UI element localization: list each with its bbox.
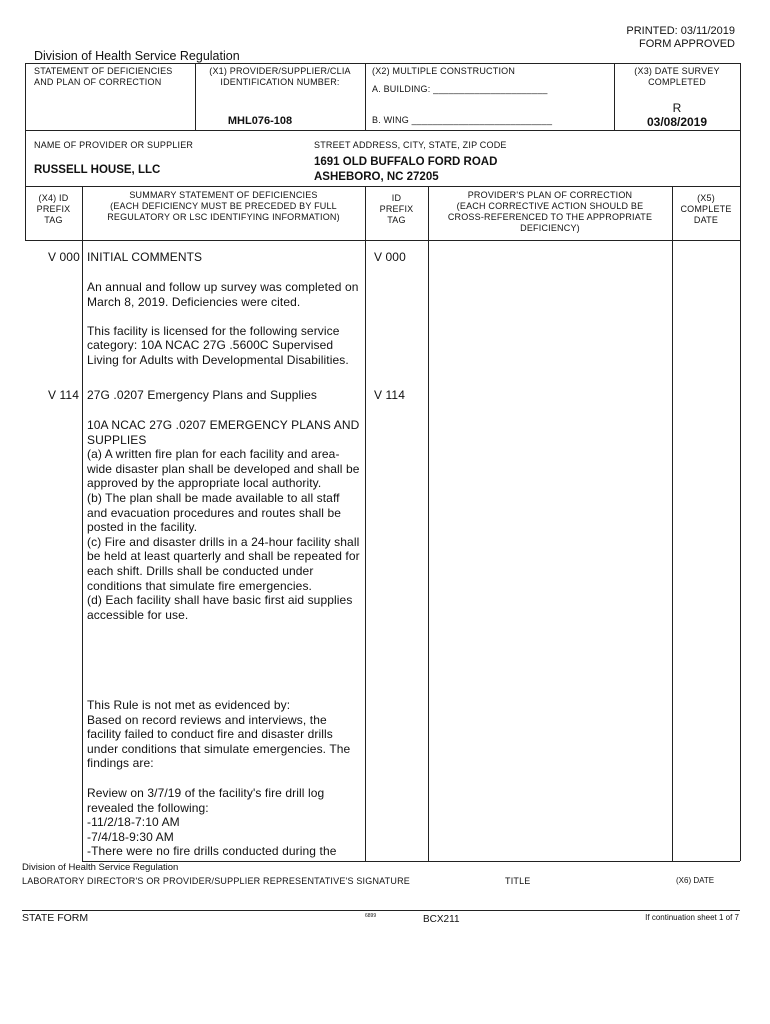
title-label: TITLE	[505, 876, 531, 886]
entry-v114-tag: V 114	[48, 388, 79, 402]
x5-header: (X5) COMPLETE DATE	[680, 193, 732, 225]
footer-line	[22, 910, 740, 911]
top-box-bottom	[25, 130, 740, 131]
provider-name-label: NAME OF PROVIDER OR SUPPLIER	[34, 140, 194, 150]
provider-row-bottom	[25, 186, 740, 187]
building-field: A. BUILDING: ______________________	[372, 84, 548, 94]
review-item: -7/4/18-9:30 AM	[87, 829, 174, 844]
entry-v000-id-tag: V 000	[374, 250, 406, 264]
id-header: ID PREFIX TAG	[379, 193, 414, 225]
provider-id-number: MHL076-108	[227, 115, 293, 127]
entry-v114-title: 27G .0207 Emergency Plans and Supplies	[87, 388, 317, 402]
top-box-top	[25, 63, 740, 64]
col-div-summary	[365, 186, 366, 861]
entry-v114-rule-text: 10A NCAC 27G .0207 EMERGENCY PLANS AND SUPPLIES (a) A written fire plan for each facility and area-wide disaster plan shall be developed and shall be approved by the appropriate local authority. (b) The plan shall be made available to all staff and evacuation procedures and routes shall be posted in the facility. (c) Fire and disaster drills in a 24-hour facility shall be held at least quarterly and shall be repeated for each shift. Drills shall be conducted under conditions that simulate fire emergencies. (d) Each facility shall have basic first aid supplies accessible for use.	[87, 418, 360, 622]
x1-label: (X1) PROVIDER/SUPPLIER/CLIA IDENTIFICATION NUMBER:	[209, 66, 351, 87]
col-div-plan	[672, 186, 673, 861]
entry-v114-id-tag: V 114	[374, 388, 405, 402]
printed-date: PRINTED: 03/11/2019	[626, 25, 735, 37]
form-number: 6899	[365, 913, 377, 919]
wing-field: B. WING ___________________________	[372, 115, 553, 125]
entry-v000-tag: V 000	[48, 250, 80, 264]
table-bottom	[82, 861, 740, 862]
v000-paragraph: An annual and follow up survey was completed on March 8, 2019. Deficiencies were cited.	[87, 280, 359, 309]
x2-label: (X2) MULTIPLE CONSTRUCTION	[372, 66, 516, 76]
top-box-right	[740, 63, 741, 861]
address-label: STREET ADDRESS, CITY, STATE, ZIP CODE	[314, 140, 507, 150]
provider-name: RUSSELL HOUSE, LLC	[34, 164, 161, 176]
form-approved-label: FORM APPROVED	[639, 38, 735, 50]
continuation-sheet: If continuation sheet 1 of 7	[645, 913, 739, 922]
address-line2: ASHEBORO, NC 27205	[314, 171, 439, 183]
col-div-x4	[82, 186, 83, 861]
top-box-div2	[365, 63, 366, 130]
address-line1: 1691 OLD BUFFALO FORD ROAD	[314, 156, 498, 168]
v000-paragraph: This facility is licensed for the following service category: 10A NCAC 27G .5600C Supervised Living for Adults with Developmental Disabilities.	[87, 323, 349, 367]
survey-date: 03/08/2019	[646, 115, 708, 129]
review-item: -11/2/18-7:10 AM	[87, 815, 180, 830]
agency-title: Division of Health Service Regulation	[34, 49, 240, 63]
survey-code: R	[672, 101, 682, 115]
entry-v114-finding-text: This Rule is not met as evidenced by: Based on record reviews and interviews, the facility failed to conduct fire and disaster drills under conditions that simulate emergencies. The findings are:	[87, 698, 351, 771]
entry-v114-review	[87, 786, 363, 859]
review-item: -There were no fire drills conducted during the	[87, 844, 337, 859]
summary-header: SUMMARY STATEMENT OF DEFICIENCIES (EACH DEFICIENCY MUST BE PRECEDED BY FULL REGULATORY OR LSC IDENTIFYING INFORMATION)	[107, 190, 340, 222]
column-header-bottom	[25, 240, 740, 241]
event-id: BCX211	[423, 914, 460, 925]
entry-v000-text	[87, 280, 363, 368]
x3-label: (X3) DATE SURVEY COMPLETED	[634, 66, 720, 87]
state-form-label: STATE FORM	[22, 912, 89, 924]
x4-header: (X4) ID PREFIX TAG	[36, 193, 71, 225]
entry-v000-title: INITIAL COMMENTS	[87, 250, 203, 264]
footer-agency: Division of Health Service Regulation	[22, 862, 179, 873]
signature-label: LABORATORY DIRECTOR'S OR PROVIDER/SUPPLIER REPRESENTATIVE'S SIGNATURE	[22, 876, 410, 886]
plan-header: PROVIDER'S PLAN OF CORRECTION (EACH CORRECTIVE ACTION SHOULD BE CROSS-REFERENCED TO THE APPROPRIATE DEFICIENCY)	[447, 190, 653, 233]
review-intro: Review on 3/7/19 of the facility's fire drill log revealed the following:	[87, 786, 325, 815]
statement-label: STATEMENT OF DEFICIENCIES AND PLAN OF CORRECTION	[34, 66, 173, 87]
col-div-id	[428, 186, 429, 861]
x6-date-label: (X6) DATE	[676, 876, 715, 885]
